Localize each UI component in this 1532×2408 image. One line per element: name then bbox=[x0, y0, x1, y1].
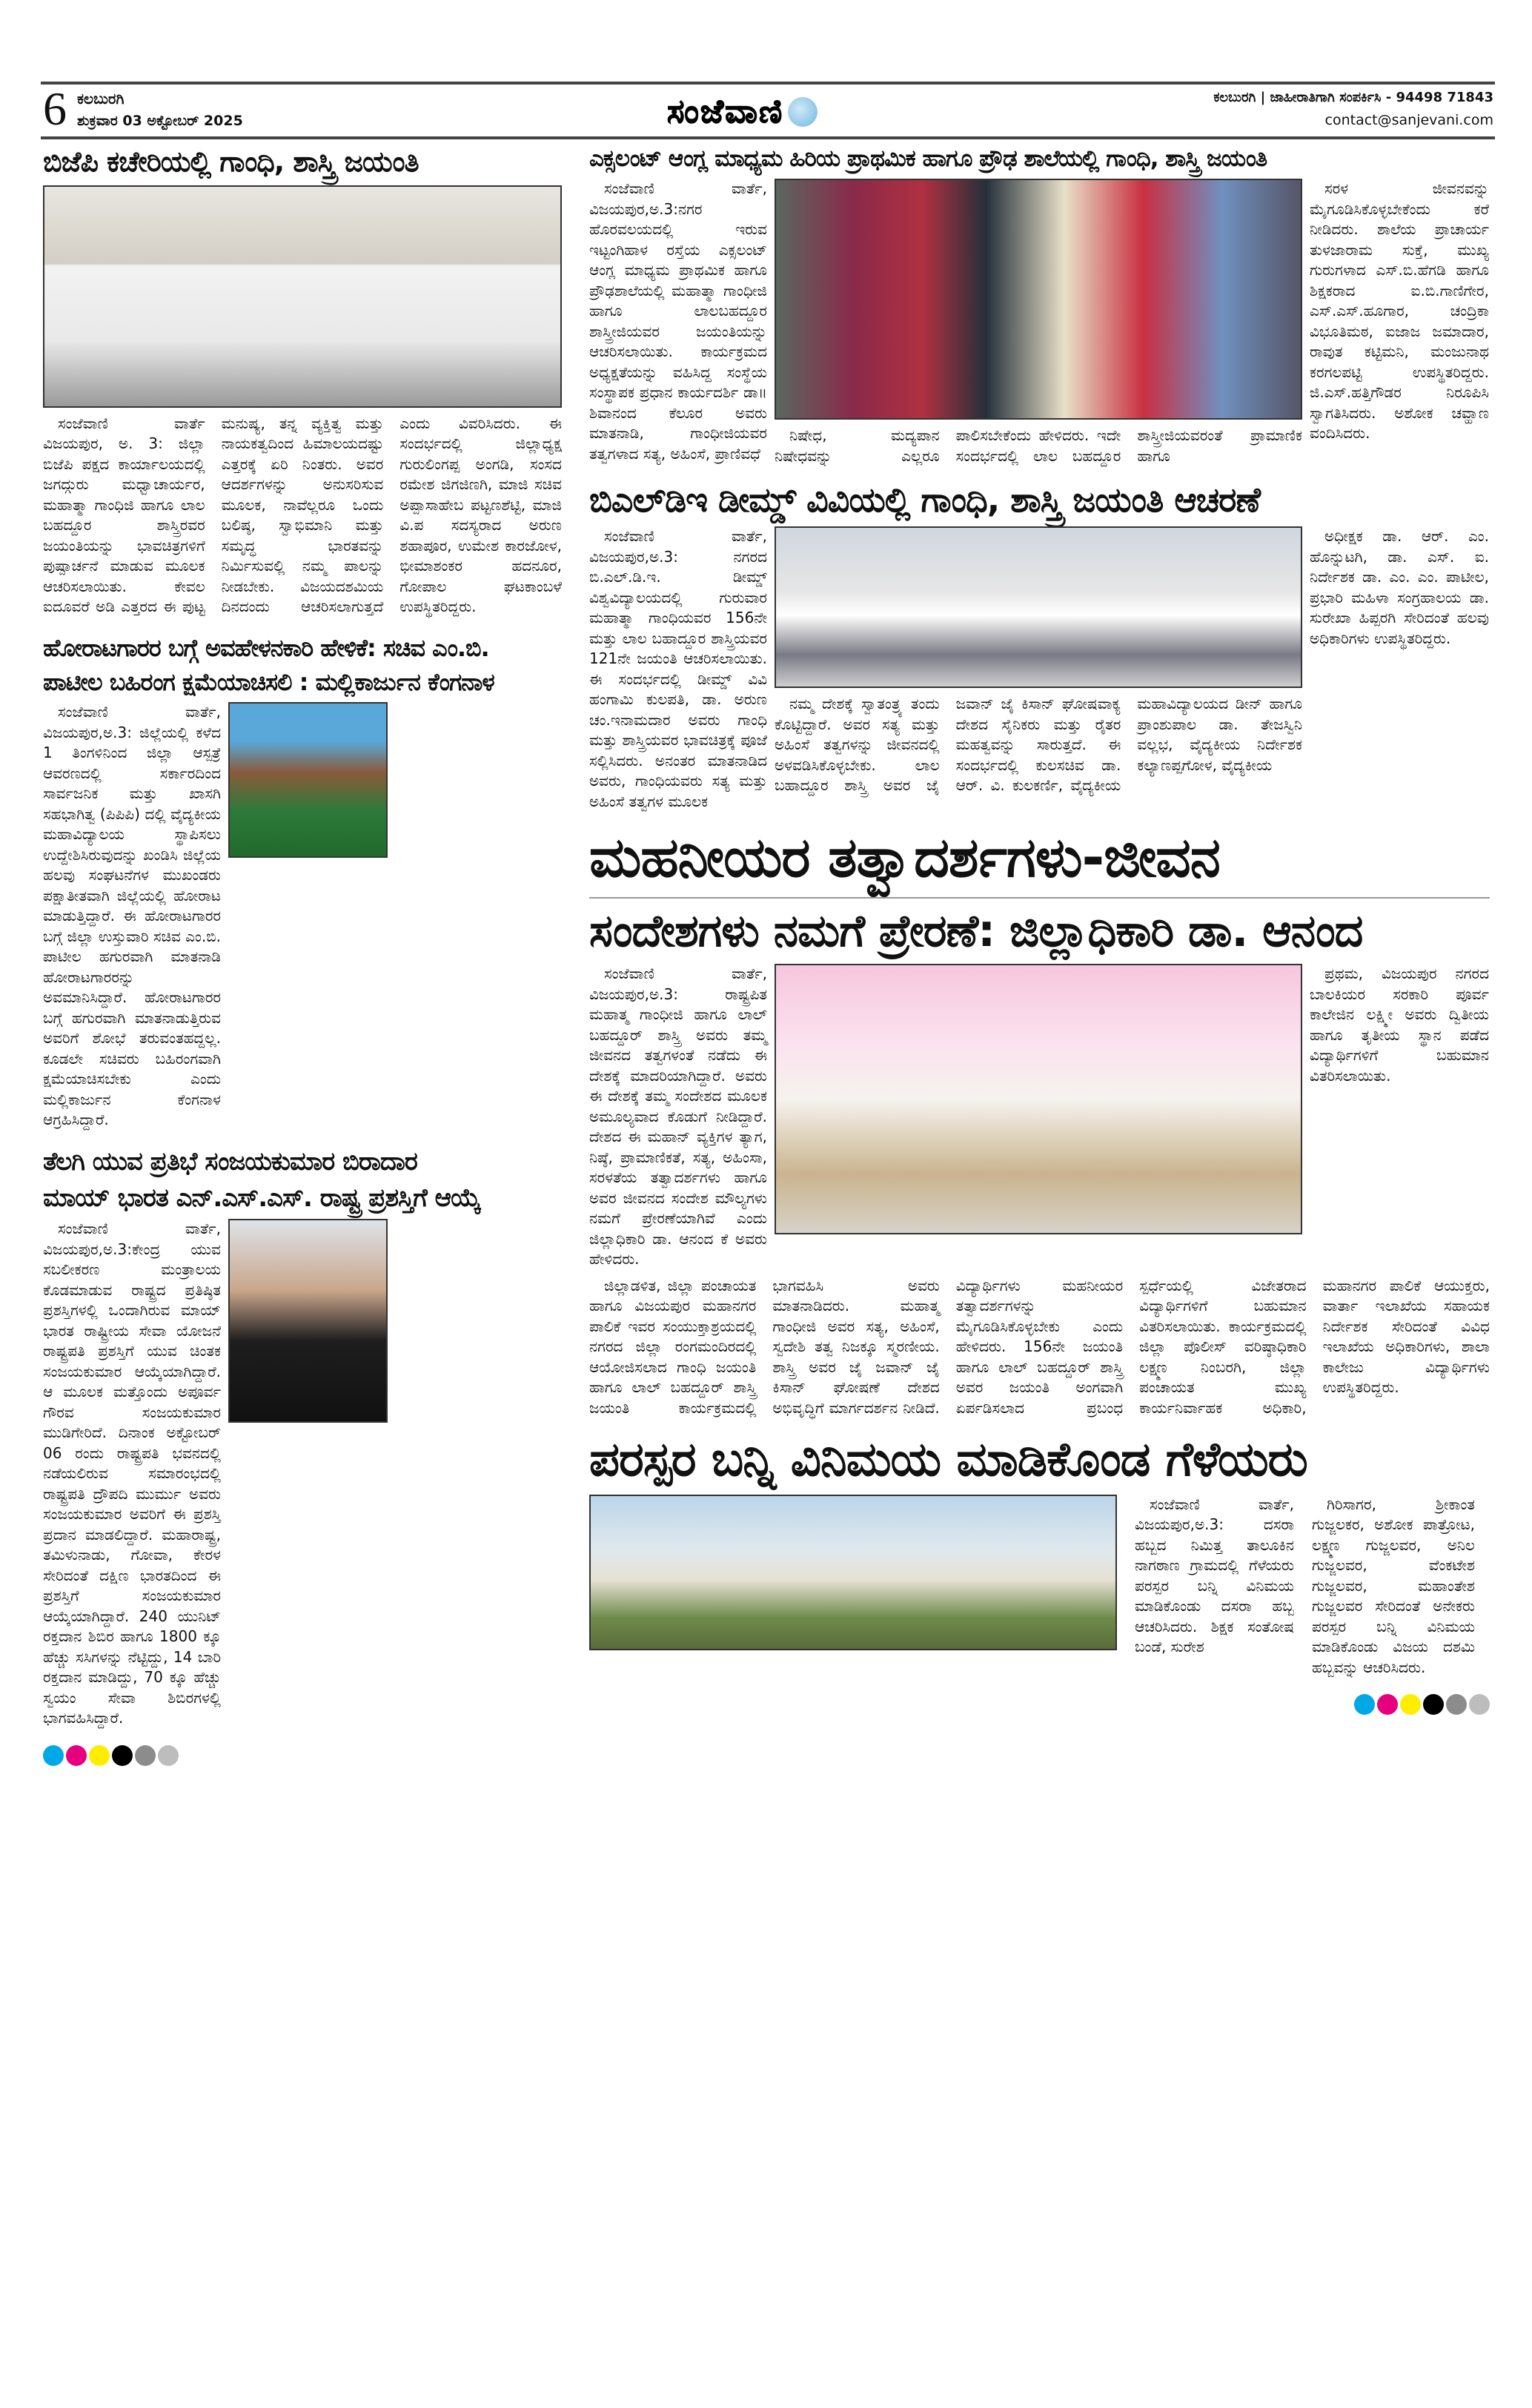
article-text: ಸಂಜೆವಾಣಿ ವಾರ್ತೆ, ವಿಜಯಪುರ,ಅ.3: ದಸರಾ ಹಬ್ಬದ ನಿಮಿತ್ತ ತಾಲೂಕಿನ ನಾಗಠಾಣ ಗ್ರಾಮದಲ್ಲಿ ಗೆಳೆಯರು ಪರಸ್ಪರ ಬನ್ನಿ ವಿನಿಮಯ ಮಾಡಿಕೊಂಡು ದಸರಾ ಹಬ್ಬ ಆಚರಿಸಿದರು. ಶಿಕ್ಷಕ ಸಂತೋಷ ಬಂಡೆ, ಸುರೇಶ bbox=[1135, 1495, 1294, 1656]
logo-text: ಸಂಜೆವಾಣಿ bbox=[667, 93, 784, 130]
black-dot bbox=[112, 1745, 133, 1766]
newspaper-logo bbox=[667, 93, 818, 131]
article-body-banni-right bbox=[1312, 1495, 1475, 1678]
magenta-dot bbox=[66, 1745, 87, 1766]
photo-blde-university bbox=[775, 526, 1302, 688]
article-text: ಸರಳ ಜೀವನವನ್ನು ಮೈಗೂಡಿಸಿಕೊಳ್ಳಬೇಕೆಂದು ಕರೆ ನೀಡಿದರು. ಶಾಲೆಯ ಪ್ರಾಚಾರ್ಯ ತುಳಜಾರಾಮ ಸುಕ್ತೆ, ಮುಖ್ಯ ಗುರುಗಳಾದ ಎಸ್.ಬಿ.ಹೆಗಡಿ ಹಾಗೂ ಶಿಕ್ಷಕರಾದ ಐ.ಬಿ.ಗಾಣಿಗೇರ, ಎಸ್.ಎಸ್.ಹೂಗಾರ, ಚಂದ್ರಿಕಾ ವಿಭೂತಿಮಠ, ಐಜಾಜ ಜಮಾದಾರ, ರಾವುತ ಕಟ್ಟಿಮನಿ, ಮಂಜುನಾಥ ಕರಗಲಪಟ್ಟಿ ಉಪಸ್ಥಿತರಿದ್ದರು. ಜಿ.ಎಸ್.ಹತ್ತಿಗೌಡರ ನಿರೂಪಿಸಿ ಸ್ವಾಗತಿಸಿದರು. ಅಶೋಕ ಚವ್ಹಾಣ ವಂದಿಸಿದರು. bbox=[1310, 179, 1489, 443]
article-body-blde-right bbox=[1310, 526, 1489, 649]
article-horata bbox=[43, 634, 562, 1131]
article-body-excellent-right bbox=[1310, 179, 1489, 444]
grey-dot bbox=[1446, 1694, 1467, 1715]
headline-horata-line2: ಪಾಟೀಲ ಬಹಿರಂಗ ಕ್ಷಮೆಯಾಚಿಸಲಿ : ಮಲ್ಲಿಕಾರ್ಜುನ ಕೆಂಗನಾಳ bbox=[43, 667, 494, 696]
article-body-horata bbox=[43, 702, 221, 1131]
article-text: ನಿಷೇಧ, ಮದ್ಯಪಾನ ನಿಷೇಧವನ್ನು ಎಲ್ಲರೂ ಪಾಲಿಸಬೇಕೆಂದು ಹೇಳಿದರು. ಇದೇ ಸಂದರ್ಭದಲ್ಲಿ ಲಾಲ ಬಹದ್ದೂರ ಶಾಸ್ತ್ರೀಜಿಯವರಂತೆ ಪ್ರಾಮಾಣಿಕ ಹಾಗೂ bbox=[775, 426, 1302, 465]
masthead-top-rule bbox=[41, 82, 1495, 85]
page-number: 6 bbox=[43, 82, 67, 135]
article-text: ಸಂಜೆವಾಣಿ ವಾರ್ತೆ, ವಿಜಯಪುರ,ಅ.3: ರಾಷ್ಟ್ರಪಿತ ಮಹಾತ್ಮ ಗಾಂಧೀಜಿ ಹಾಗೂ ಲಾಲ್ ಬಹದ್ದೂರ್ ಶಾಸ್ತ್ರಿ ಅವರು ತಮ್ಮ ಜೀವನದ ತತ್ವಗಳಂತೆ ನಡೆದು ಈ ದೇಶಕ್ಕೆ ಮಾದರಿಯಾಗಿದ್ದಾರೆ. ಅವರು ಈ ದೇಶಕ್ಕೆ ತಮ್ಮ ಸಂದೇಶದ ಮೂಲಕ ಅಮೂಲ್ಯವಾದ ಕೊಡುಗೆ ನೀಡಿದ್ದಾರೆ. ದೇಶದ ಈ ಮಹಾನ್ ವ್ಯಕ್ತಿಗಳ ತ್ಯಾಗ, ನಿಷ್ಠೆ, ಪ್ರಾಮಾಣಿಕತೆ, ಸತ್ಯ, ಅಹಿಂಸಾ, ಸರಳತೆಯ ತತ್ವಾದರ್ಶಗಳು ಹಾಗೂ ಅವರ ಜೀವನದ ಸಂದೇಶ ಮೌಲ್ಯಗಳು ನಮಗೆ ಪ್ರೇರಣೆಯಾಗಿವೆ ಎಂದು ಜಿಲ್ಲಾಧಿಕಾರಿ ಡಾ. ಆನಂದ ಕೆ ಅವರು ಹೇಳಿದರು. bbox=[589, 965, 767, 1268]
cyan-dot bbox=[43, 1745, 64, 1766]
article-body-mahaniyar-lower bbox=[589, 1276, 1490, 1419]
photo-bjp-office bbox=[43, 185, 562, 408]
globe-icon bbox=[788, 97, 818, 127]
article-text: ಸಂಜೆವಾಣಿ ವಾರ್ತೆ, ವಿಜಯಪುರ,ಅ.3: ನಗರದ ಬಿ.ಎಲ್.ಡಿ.ಇ. ಡೀಮ್ಡ್ ವಿಶ್ವವಿದ್ಯಾಲಯದಲ್ಲಿ ಗುರುವಾರ ಮಹಾತ್ಮಾ ಗಾಂಧಿಯವರ 156ನೇ ಮತ್ತು ಲಾಲ ಬಹಾದ್ದೂರ ಶಾಸ್ತ್ರಿಯವರ 121ನೇ ಜಯಂತಿ ಆಚರಿಸಲಾಯಿತು. ಈ ಸಂದರ್ಭದಲ್ಲಿ ಡೀಮ್ಡ್ ವಿವಿ ಹಂಗಾಮಿ ಕುಲಪತಿ, ಡಾ. ಅರುಣ ಚಂ.ಇನಾಮದಾರ ಅವರು ಗಾಂಧಿ ಮತ್ತು ಶಾಸ್ತ್ರಿಯವರ ಭಾವಚಿತ್ರಕ್ಕೆ ಪೂಜೆ ಸಲ್ಲಿಸಿದರು. ಅನಂತರ ಮಾತನಾಡಿದ ಅವರು, ಗಾಂಧಿಯವರು ಸತ್ಯ ಮತ್ತು ಅಹಿಂಸೆ ತತ್ವಗಳ ಮೂಲಕ bbox=[589, 527, 767, 810]
black-dot bbox=[1423, 1694, 1444, 1715]
headline-blde: ಬಿಎಲ್‌ಡಿಇ ಡೀಮ್ಡ್ ವಿವಿಯಲ್ಲಿ ಗಾಂಧಿ, ಶಾಸ್ತ್ರಿ ಜಯಂತಿ ಆಚರಣೆ bbox=[589, 480, 1260, 520]
article-text: ಸಂಜೆವಾಣಿ ವಾರ್ತೆ, ವಿಜಯಪುರ,ಅ.3:ಕೇಂದ್ರ ಯುವ ಸಬಲೀಕರಣ ಮಂತ್ರಾಲಯ ಕೊಡಮಾಡುವ ರಾಷ್ಟ್ರದ ಪ್ರತಿಷ್ಠಿತ ಪ್ರಶಸ್ತಿಗಳಲ್ಲಿ ಒಂದಾಗಿರುವ ಮಾಯ್ ಭಾರತ ರಾಷ್ಟ್ರೀಯ ಸೇವಾ ಯೋಜನೆ ರಾಷ್ಟ್ರಪತಿ ಪ್ರಶಸ್ತಿಗೆ ಯುವ ಚಿಂತಕ ಸಂಜಯಕುಮಾರ ಆಯ್ಕೆಯಾಗಿದ್ದಾರೆ. ಆ ಮೂಲಕ ಮತ್ತೊಂದು ಅಪೂರ್ವ ಗೌರವ ಸಂಜಯಕುಮಾರ ಮುಡಿಗೇರಿದೆ. ದಿನಾಂಕ ಅಕ್ಟೋಬರ್ 06 ರಂದು ರಾಷ್ಟ್ರಪತಿ ಭವನದಲ್ಲಿ ನಡೆಯಲಿರುವ ಸಮಾರಂಭದಲ್ಲಿ ರಾಷ್ಟ್ರಪತಿ ದ್ರೌಪದಿ ಮುರ್ಮು ಅವರು ಸಂಜಯಕುಮಾರ ಅವರಿಗೆ ಈ ಪ್ರಶಸ್ತಿ ಪ್ರದಾನ ಮಾಡಲಿದ್ದಾರೆ. ಮಹಾರಾಷ್ಟ್ರ, ತಮಿಳುನಾಡು, ಗೋವಾ, ಕೇರಳ ಸೇರಿದಂತೆ ದಕ್ಷಿಣ ಭಾರತದಿಂದ ಈ ಪ್ರಶಸ್ತಿಗೆ ಸಂಜಯಕುಮಾರ ಆಯ್ಕೆಯಾಗಿದ್ದಾರೆ. 240 ಯುನಿಟ್ ರಕ್ತದಾನ ಶಿಬಿರ ಹಾಗೂ 1800 ಕ್ಕೂ ಹೆಚ್ಚು ಸಸಿಗಳನ್ನು ನೆಟ್ಟಿದ್ದು, 14 ಬಾರಿ ರಕ್ತದಾನ ಮಾಡಿದ್ದು, 70 ಕ್ಕೂ ಹೆಚ್ಚು ಸ್ವಯಂ ಸೇವಾ ಶಿಬಿರಗಳಲ್ಲಿ ಭಾಗವಹಿಸಿದ್ದಾರೆ. bbox=[43, 1220, 221, 1727]
color-registration-marks-left bbox=[43, 1745, 562, 1766]
right-city: ಕಲಬುರಗಿ bbox=[1213, 90, 1256, 105]
article-body-bjp bbox=[43, 414, 562, 618]
headline-mahaniyar-line2: ಸಂದೇಶಗಳು ನಮಗೆ ಪ್ರೇರಣೆ: ಜಿಲ್ಲಾಧಿಕಾರಿ ಡಾ. ಆನಂದ bbox=[589, 905, 1363, 958]
article-text: ಗಿರಿಸಾಗರ, ಶ್ರೀಕಾಂತ ಗುಜ್ಜಲಕರ, ಅಶೋಕ ಪಾತ್ರೋಟ, ಲಕ್ಷ್ಮಣ ಗುಜ್ಜಲವರ, ಅನಿಲ ಗುಜ್ಜಲವರ, ವೆಂಕಟೇಶ ಗುಜ್ಜಲವರ, ಮಹಾಂತೇಶ ಗುಜ್ಜಲವರ ಸೇರಿದಂತೆ ಅನೇಕರು ಪರಸ್ಪರ ಬನ್ನಿ ವಿನಿಮಯ ಮಾಡಿಕೊಂಡು ವಿಜಯ ದಶಮಿ ಹಬ್ಬವನ್ನು ಆಚರಿಸಿದರು. bbox=[1312, 1495, 1475, 1676]
article-text: ಸಂಜೆವಾಣಿ ವಾರ್ತೆ, ವಿಜಯಪುರ,ಅ.3: ಜಿಲ್ಲೆಯಲ್ಲಿ ಕಳೆದ 1 ತಿಂಗಳಿನಿಂದ ಜಿಲ್ಲಾ ಆಸ್ಪತ್ರೆ ಆವರಣದಲ್ಲಿ ಸರ್ಕಾರದಿಂದ ಸಾರ್ವಜನಿಕ ಮತ್ತು ಖಾಸಗಿ ಸಹಭಾಗಿತ್ವ (ಪಿಪಿಪಿ) ದಲ್ಲಿ ವೈದ್ಯಕೀಯ ಮಹಾವಿದ್ಯಾಲಯ ಸ್ಥಾಪಿಸಲು ಉದ್ದೇಶಿಸಿರುವುದನ್ನು ಖಂಡಿಸಿ ಜಿಲ್ಲೆಯ ಹಲವು ಸಂಘಟನೆಗಳ ಮುಖಂಡರು ಪಕ್ಷಾತೀತವಾಗಿ ಜಿಲ್ಲೆಯಲ್ಲಿ ಹೋರಾಟ ಮಾಡುತ್ತಿದ್ದಾರೆ. ಈ ಹೋರಾಟಗಾರರ ಬಗ್ಗೆ ಜಿಲ್ಲಾ ಉಸ್ತುವಾರಿ ಸಚಿವ ಎಂ.ಬಿ. ಪಾಟೀಲ ಹಗುರವಾಗಿ ಮಾತನಾಡಿ ಹೋರಾಟಗಾರರನ್ನು ಅವಮಾನಿಸಿದ್ದಾರೆ. ಹೋರಾಟಗಾರರ ಬಗ್ಗೆ ಹಗುರವಾಗಿ ಮಾತನಾಡುತ್ತಿರುವ ಅವರಿಗೆ ಶೋಭೆ ತರುವಂತಹದ್ದಲ್ಲ. ಕೂಡಲೇ ಸಚಿವರು ಬಹಿರಂಗವಾಗಿ ಕ್ಷಮೆಯಾಚಿಸಬೇಕು ಎಂದು ಮಲ್ಲಿಕಾರ್ಜುನ ಕೆಂಗನಾಳ ಆಗ್ರಹಿಸಿದ್ದಾರೆ. bbox=[43, 703, 221, 1129]
article-body-excellent-under-photo bbox=[775, 426, 1302, 466]
photo-excellent-school bbox=[775, 179, 1302, 420]
yellow-dot bbox=[1400, 1694, 1421, 1715]
photo-mallikarjuna-kenganala bbox=[228, 702, 388, 858]
light-grey-dot bbox=[158, 1745, 179, 1766]
article-body-mahaniyar-right bbox=[1310, 964, 1489, 1086]
cyan-dot bbox=[1354, 1694, 1375, 1715]
masthead-bottom-rule bbox=[41, 136, 1495, 139]
photo-gandhi-jayanti-event bbox=[775, 964, 1302, 1234]
color-registration-marks-right bbox=[1354, 1694, 1490, 1715]
light-grey-dot bbox=[1469, 1694, 1490, 1715]
article-text: ಅಧೀಕ್ಷಕ ಡಾ. ಆರ್. ಎಂ. ಹೊನ್ನುಟಗಿ, ಡಾ. ಎಸ್. ಐ. ನಿರ್ದೇಶಕ ಡಾ. ಎಂ. ಎಂ. ಪಾಟೀಲ, ಪ್ರಭಾರಿ ಮಹಿಳಾ ಸಂಗ್ರಹಾಲಯ ಡಾ. ಸುರೇಖಾ ಹಿಪ್ಪರಗಿ ಸೇರಿದಂತೆ ಹಲವು ಅಧಿಕಾರಿಗಳು ಉಪಸ್ಥಿತರಿದ್ದರು. bbox=[1310, 527, 1489, 647]
article-mahaniyar bbox=[589, 825, 1490, 1418]
article-blde bbox=[589, 480, 1490, 812]
article-body-telagi bbox=[43, 1219, 221, 1729]
headline-divider bbox=[589, 897, 1490, 899]
headline-horata-line1: ಹೋರಾಟಗಾರರ ಬಗ್ಗೆ ಅವಹೇಳನಕಾರಿ ಹೇಳಿಕೆ: ಸಚಿವ ಎಂ.ಬಿ. bbox=[43, 633, 489, 662]
article-body-blde-under-photo bbox=[775, 694, 1302, 796]
magenta-dot bbox=[1377, 1694, 1398, 1715]
headline-bjp: ಬಿಜೆಪಿ ಕಚೇರಿಯಲ್ಲಿ ಗಾಂಧಿ, ಶಾಸ್ತ್ರಿ ಜಯಂತಿ bbox=[43, 145, 419, 178]
yellow-dot bbox=[89, 1745, 110, 1766]
headline-telagi-line1: ತೆಲಗಿ ಯುವ ಪ್ರತಿಭೆ ಸಂಜಯಕುಮಾರ ಬಿರಾದಾರ bbox=[43, 1146, 417, 1177]
ad-phone: | ಜಾಹೀರಾತಿಗಾಗಿ ಸಂಪರ್ಕಿಸಿ - 94498 71843 bbox=[1260, 90, 1493, 105]
article-banni bbox=[589, 1432, 1490, 1678]
article-body-blde-left bbox=[589, 526, 767, 812]
article-text: ನಮ್ಮ ದೇಶಕ್ಕೆ ಸ್ವಾತಂತ್ರ್ಯ ತಂದು ಕೊಟ್ಟಿದ್ದಾರೆ. ಅವರ ಸತ್ಯ ಮತ್ತು ಅಹಿಂಸೆ ತತ್ವಗಳನ್ನು ಜೀವನದಲ್ಲಿ ಅಳವಡಿಸಿಕೊಳ್ಳಬೇಕು. ಲಾಲ ಬಹಾದ್ದೂರ ಶಾಸ್ತ್ರಿ ಅವರ ಜೈ ಜವಾನ್ ಜೈ ಕಿಸಾನ್ ಘೋಷವಾಕ್ಯ ದೇಶದ ಸೈನಿಕರು ಮತ್ತು ರೈತರ ಮಹತ್ವವನ್ನು ಸಾರುತ್ತದೆ. ಈ ಸಂದರ್ಭದಲ್ಲಿ ಕುಲಸಚಿವ ಡಾ. ಆರ್. ವಿ. ಕುಲಕರ್ಣಿ, ವೈದ್ಯಕೀಯ ಮಹಾವಿದ್ಯಾಲಯದ ಡೀನ್ ಹಾಗೂ ಪ್ರಾಂಶುಪಾಲ ಡಾ. ತೇಜಸ್ವಿನಿ ವಲ್ಲಭ, ವೈದ್ಯಕೀಯ ನಿರ್ದೇಶಕ ಕಲ್ಯಾಣಪ್ಪಗೋಳ, ವೈದ್ಯಕೀಯ bbox=[775, 695, 1302, 795]
article-excellent-school bbox=[589, 145, 1490, 466]
article-telagi bbox=[43, 1147, 562, 1729]
contact-email[interactable]: contact@sanjevani.com bbox=[1324, 112, 1493, 128]
article-text: ಜಿಲ್ಲಾಡಳಿತ, ಜಿಲ್ಲಾ ಪಂಚಾಯತ ಹಾಗೂ ವಿಜಯಪುರ ಮಹಾನಗರ ಪಾಲಿಕೆ ಇವರ ಸಂಯುಕ್ತಾಶ್ರಯದಲ್ಲಿ ನಗರದ ಜಿಲ್ಲಾ ರಂಗಮಂದಿರದಲ್ಲಿ ಆಯೋಜಿಸಲಾದ ಗಾಂಧಿ ಜಯಂತಿ ಹಾಗೂ ಲಾಲ್ ಬಹದ್ದೂರ್ ಶಾಸ್ತ್ರಿ ಜಯಂತಿ ಕಾರ್ಯಕ್ರಮದಲ್ಲಿ ಭಾಗವಹಿಸಿ ಅವರು ಮಾತನಾಡಿದರು. ಮಹಾತ್ಮ ಗಾಂಧೀಜಿ ಅವರ ಸತ್ಯ, ಅಹಿಂಸೆ, ಸ್ವದೇಶಿ ತತ್ವ ನಿಜಕ್ಕೂ ಸ್ಮರಣೀಯ. ಶಾಸ್ತ್ರಿ ಅವರ ಜೈ ಜವಾನ್ ಜೈ ಕಿಸಾನ್ ಘೋಷಣೆ ದೇಶದ ಅಭಿವೃದ್ಧಿಗೆ ಮಾರ್ಗದರ್ಶನ ನೀಡಿದೆ. ವಿದ್ಯಾರ್ಥಿಗಳು ಮಹನೀಯರ ತತ್ವಾದರ್ಶಗಳನ್ನು ಮೈಗೂಡಿಸಿಕೊಳ್ಳಬೇಕು ಎಂದು ಹೇಳಿದರು. 156ನೇ ಜಯಂತಿ ಹಾಗೂ ಲಾಲ್ ಬಹದ್ದೂರ್ ಶಾಸ್ತ್ರಿ ಅವರ ಜಯಂತಿ ಅಂಗವಾಗಿ ಏರ್ಪಡಿಸಲಾದ ಪ್ರಬಂಧ ಸ್ಪರ್ಧೆಯಲ್ಲಿ ವಿಜೇತರಾದ ವಿದ್ಯಾರ್ಥಿಗಳಿಗೆ ಬಹುಮಾನ ವಿತರಿಸಲಾಯಿತು. ಕಾರ್ಯಕ್ರಮದಲ್ಲಿ ಜಿಲ್ಲಾ ಪೊಲೀಸ್ ವರಿಷ್ಠಾಧಿಕಾರಿ ಲಕ್ಷ್ಮಣ ನಿಂಬರಗಿ, ಜಿಲ್ಲಾ ಪಂಚಾಯತ ಮುಖ್ಯ ಕಾರ್ಯನಿರ್ವಾಹಕ ಅಧಿಕಾರಿ, ಮಹಾನಗರ ಪಾಲಿಕೆ ಆಯುಕ್ತರು, ವಾರ್ತಾ ಇಲಾಖೆಯ ಸಹಾಯಕ ನಿರ್ದೇಶಕ ಸೇರಿದಂತೆ ವಿವಿಧ ಇಲಾಖೆಯ ಅಧಿಕಾರಿಗಳು, ಶಾಲಾ ಕಾಲೇಜು ವಿದ್ಯಾರ್ಥಿಗಳು ಉಪಸ್ಥಿತರಿದ್ದರು. bbox=[589, 1276, 1490, 1417]
article-body-excellent-left bbox=[589, 179, 767, 464]
article-bjp bbox=[43, 145, 562, 618]
ad-contact-line bbox=[1213, 89, 1493, 107]
headline-excellent-school: ಎಕ್ಸಲಂಟ್ ಆಂಗ್ಲ ಮಾಧ್ಯಮ ಹಿರಿಯ ಪ್ರಾಥಮಿಕ ಹಾಗೂ ಪ್ರೌಢ ಶಾಲೆಯಲ್ಲಿ ಗಾಂಧಿ, ಶಾಸ್ತ್ರಿ ಜಯಂತಿ bbox=[589, 145, 1267, 172]
headline-banni: ಪರಸ್ಪರ ಬನ್ನಿ ವಿನಿಮಯ ಮಾಡಿಕೊಂಡ ಗೆಳೆಯರು bbox=[589, 1432, 1307, 1488]
article-text: ಪ್ರಥಮ, ವಿಜಯಪುರ ನಗರದ ಬಾಲಕಿಯರ ಸರಕಾರಿ ಪೂರ್ವ ಕಾಲೇಜಿನ ಲಕ್ಷ್ಮೀ ಅವರು ದ್ವಿತೀಯ ಹಾಗೂ ತೃತೀಯ ಸ್ಥಾನ ಪಡೆದ ವಿದ್ಯಾರ್ಥಿಗಳಿಗೆ ಬಹುಮಾನ ವಿತರಿಸಲಾಯಿತು. bbox=[1310, 965, 1489, 1085]
left-column bbox=[43, 145, 562, 1766]
headline-telagi-line2: ಮಾಯ್ ಭಾರತ ಎನ್.ಎಸ್.ಎಸ್. ರಾಷ್ಟ್ರ ಪ್ರಶಸ್ತಿಗೆ ಆಯ್ಕೆ bbox=[43, 1182, 481, 1213]
article-text: ಸಂಜೆವಾಣಿ ವಾರ್ತೆ ವಿಜಯಪುರ, ಅ. 3: ಜಿಲ್ಲಾ ಬಿಜೆಪಿ ಪಕ್ಷದ ಕಾರ್ಯಾಲಯದಲ್ಲಿ ಜಗದ್ಗುರು ಮಧ್ವಾಚಾರ್ಯರ, ಮಹಾತ್ಮಾ ಗಾಂಧಿಜಿ ಹಾಗೂ ಲಾಲ ಬಹದ್ದೂರ ಶಾಸ್ತ್ರಿರವರ ಜಯಂತಿಯನ್ನು ಭಾವಚಿತ್ರಗಳಿಗೆ ಪುಷ್ಪಾರ್ಚನೆ ಮಾಡುವ ಮೂಲಕ ಆಚರಿಸಲಾಯಿತು. ಕೇವಲ ಐದೂವರೆ ಅಡಿ ಎತ್ತರದ ಈ ಪುಟ್ಟ ಮನುಷ್ಯ, ತನ್ನ ವ್ಯಕ್ತಿತ್ವ ಮತ್ತು ನಾಯಕತ್ವದಿಂದ ಹಿಮಾಲಯದಷ್ಟು ಎತ್ತರಕ್ಕೆ ಏರಿ ನಿಂತರು. ಅವರ ಆದರ್ಶಗಳನ್ನು ಅನುಸರಿಸುವ ಮೂಲಕ, ನಾವೆಲ್ಲರೂ ಒಂದು ಬಲಿಷ್ಠ, ಸ್ವಾಭಿಮಾನಿ ಮತ್ತು ಸಮೃದ್ಧ ಭಾರತವನ್ನು ನಿರ್ಮಿಸುವಲ್ಲಿ ನಮ್ಮ ಪಾಲನ್ನು ನೀಡಬೇಕು. ವಿಜಯದಶಮಿಯ ದಿನದಂದು ಆಚರಿಸಲಾಗುತ್ತದೆ ಎಂದು ವಿವರಿಸಿದರು. ಈ ಸಂದರ್ಭದಲ್ಲಿ ಜಿಲ್ಲಾಧ್ಯಕ್ಷ ಗುರುಲಿಂಗಪ್ಪ ಅಂಗಡಿ, ಸಂಸದ ರಮೇಶ ಜಿಗಜಿಣಗಿ, ಮಾಜಿ ಸಚಿವ ಅಪ್ಪಾಸಾಹೇಬ ಪಟ್ಟಣಶೆಟ್ಟಿ, ಮಾಜಿ ವಿ.ಪ ಸದಸ್ಯರಾದ ಅರುಣ ಶಹಾಪೂರ, ಉಮೇಶ ಕಾರಜೋಳ, ಭೀಮಾಶಂಕರ ಹದನೂರ, ಗೋಪಾಲ ಘಟಕಾಂಬಳೆ ಉಪಸ್ಥಿತರಿದ್ದರು. bbox=[43, 414, 562, 616]
headline-mahaniyar-line1: ಮಹನೀಯರ ತತ್ವಾದರ್ಶಗಳು-ಜೀವನ bbox=[589, 826, 1220, 890]
article-text: ಸಂಜೆವಾಣಿ ವಾರ್ತೆ, ವಿಜಯಪುರ,ಅ.3:ನಗರ ಹೊರವಲಯದಲ್ಲಿ ಇರುವ ಇಟ್ಟಂಗಿಹಾಳ ರಸ್ತೆಯ ಎಕ್ಸಲಂಟ್ ಆಂಗ್ಲ ಮಾಧ್ಯಮ ಪ್ರಾಥಮಿಕ ಹಾಗೂ ಪ್ರೌಢಶಾಲೆಯಲ್ಲಿ ಮಹಾತ್ಮಾ ಗಾಂಧೀಜಿ ಹಾಗೂ ಲಾಲಬಹದ್ದೂರ ಶಾಸ್ತ್ರೀಜಿಯವರ ಜಯಂತಿಯನ್ನು ಆಚರಿಸಲಾಯಿತು. ಕಾರ್ಯಕ್ರಮದ ಅಧ್ಯಕ್ಷತೆಯನ್ನು ವಹಿಸಿದ್ದ ಸಂಸ್ಥೆಯ ಸಂಸ್ಥಾಪಕ ಪ್ರಧಾನ ಕಾರ್ಯದರ್ಶಿ ಡಾ॥ ಶಿವಾನಂದ ಕೆಲೂರ ಅವರು ಮಾತನಾಡಿ, ಗಾಂಧೀಜಿಯವರ ತತ್ವಗಳಾದ ಸತ್ಯ, ಅಹಿಂಸೆ, ಪ್ರಾಣಿವಧೆ bbox=[589, 179, 767, 463]
edition-date: ಶುಕ್ರವಾರ 03 ಅಕ್ಟೋಬರ್ 2025 bbox=[77, 113, 243, 129]
article-body-mahaniyar-left bbox=[589, 964, 767, 1270]
grey-dot bbox=[135, 1745, 156, 1766]
photo-banni-exchange bbox=[589, 1495, 1117, 1650]
edition-city: ಕಲಬುರಗಿ bbox=[77, 90, 125, 108]
right-column bbox=[589, 145, 1490, 1715]
photo-sanjaykumar-biradar bbox=[228, 1219, 388, 1423]
article-body-banni-left bbox=[1135, 1495, 1294, 1658]
